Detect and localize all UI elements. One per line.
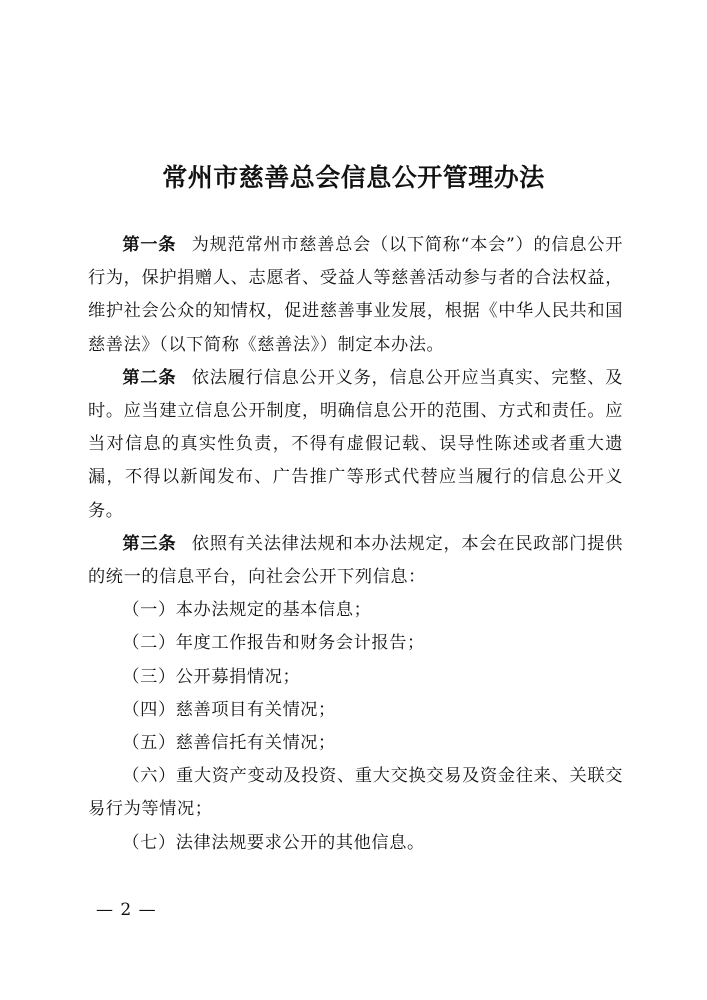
document-body [88,229,623,860]
article-text: 依法履行信息公开义务，信息公开应当真实、完整、及时。应当建立信息公开制度，明确信息公开的范围、方式和责任。应当对信息的真实性负责，不得有虚假记载、误导性陈述或者重大遗漏，不得以新闻发布、广告推广等形式代替应当履行的信息公开义务。 [88,367,623,521]
article-1 [88,229,623,362]
article-label: 第三条 [122,533,177,554]
page-number: — 2 — [96,900,157,920]
article-text: 为规范常州市慈善总会（以下简称“本会”）的信息公开行为，保护捐赠人、志愿者、受益人等慈善活动参与者的合法权益，维护社会公众的知情权，促进慈善事业发展，根据《中华人民共和国慈善法》（以下简称《慈善法》）制定本办法。 [88,235,623,355]
list-item: （二）年度工作报告和财务会计报告； [122,633,425,654]
list-item: （四）慈善项目有关情况； [122,699,336,720]
list-item: （一）本办法规定的基本信息； [122,600,372,621]
document-title: 常州市慈善总会信息公开管理办法 [162,163,545,192]
article-label: 第二条 [122,367,177,388]
article-text: 依照有关法律法规和本办法规定，本会在民政部门提供的统一的信息平台，向社会公开下列信息： [88,533,623,588]
list-item: （三）公开募捐情况； [122,666,301,687]
list-item: （七）法律法规要求公开的其他信息。 [122,832,425,853]
list-item: （五）慈善信托有关情况； [122,733,336,754]
list-item: （六）重大资产变动及投资、重大交换交易及资金往来、关联交易行为等情况； [88,766,623,820]
article-label: 第一条 [122,235,177,255]
article-2 [88,362,623,528]
article-3 [88,528,623,594]
